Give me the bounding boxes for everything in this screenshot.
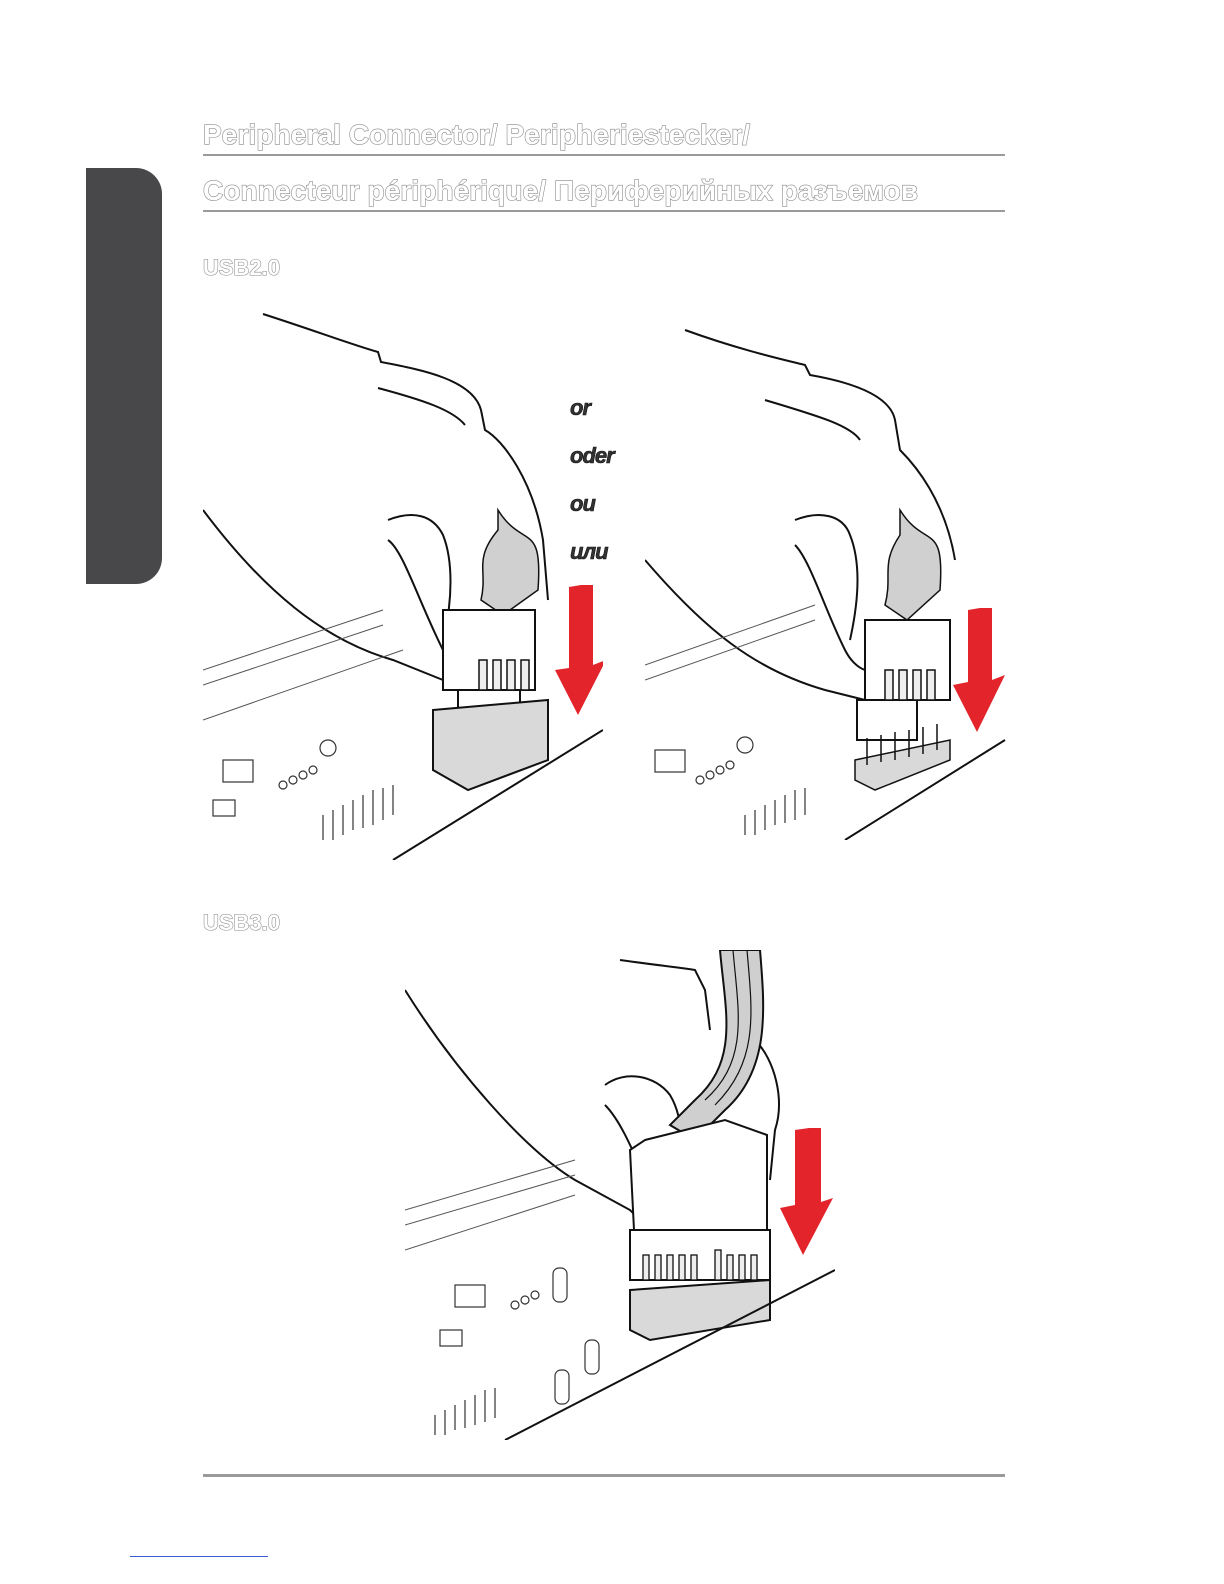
- or-word-ru: или: [570, 539, 608, 564]
- footer-divider: [203, 1474, 1005, 1477]
- or-word-de: oder: [570, 443, 614, 468]
- usb2-header-illustration-1: [203, 300, 603, 860]
- usb2-header-illustration-2: [645, 320, 1010, 840]
- page-title-line-1: Peripheral Connector/ Peripheriestecker/: [203, 118, 1005, 156]
- usb3-header-illustration: [405, 950, 835, 1440]
- or-word-en: or: [570, 395, 590, 420]
- or-word-fr: ou: [570, 491, 595, 516]
- page-title-line-2: Connecteur périphérique/ Периферийных разъемов: [203, 174, 1005, 212]
- usb2-section-label: USB2.0: [203, 255, 281, 280]
- usb3-section-label: USB3.0: [203, 910, 281, 935]
- footer-link-underline: [130, 1556, 268, 1557]
- chapter-side-tab: [86, 168, 162, 584]
- or-separator: [570, 384, 614, 576]
